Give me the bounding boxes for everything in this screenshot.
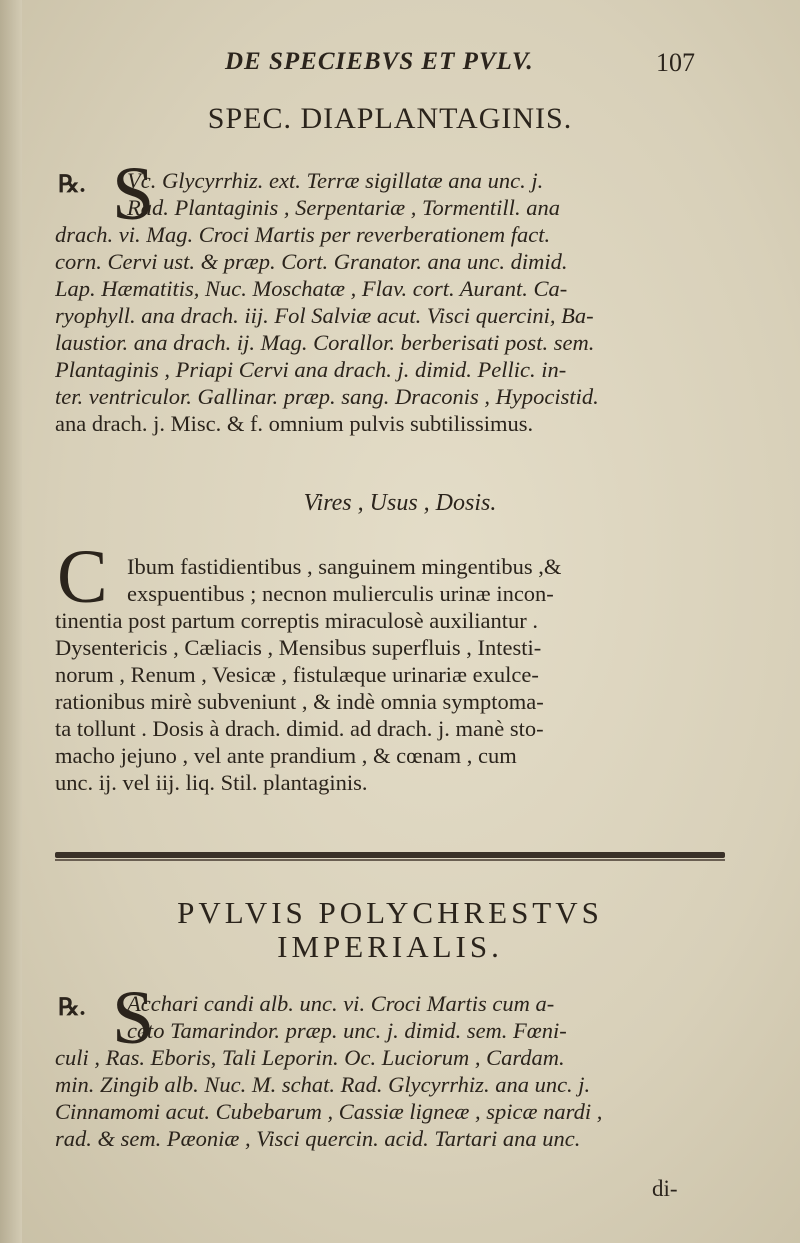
recipe-text-pulvis xyxy=(55,990,723,1152)
section-divider-rule xyxy=(55,852,725,858)
text-line: macho jejuno , vel ante prandium , & cœnam , cum xyxy=(55,743,517,768)
text-line: rationibus mirè subveniunt , & indè omnia symptoma- xyxy=(55,689,544,714)
text-line: Acchari candi alb. unc. vi. Croci Martis cum a- xyxy=(127,991,555,1016)
text-line: rad. & sem. Pæoniæ , Visci quercin. acid. Tartari ana unc. xyxy=(55,1126,581,1151)
text-line: laustior. ana drach. ij. Mag. Corallor. berberisati post. sem. xyxy=(55,330,595,355)
page-gutter xyxy=(0,0,22,1243)
text-line: min. Zingib alb. Nuc. M. schat. Rad. Glycyrrhiz. ana unc. j. xyxy=(55,1072,591,1097)
text-line: unc. ij. vel iij. liq. Stil. plantaginis. xyxy=(55,770,368,795)
dropcap-s: S xyxy=(112,976,155,1060)
text-line: exspuentibus ; necnon mulierculis urinæ incon- xyxy=(127,581,554,606)
text-line: Rad. Plantaginis , Serpentariæ , Tormentill. ana xyxy=(127,195,560,220)
catchword: di- xyxy=(652,1176,678,1201)
text-line: ana drach. j. Misc. & f. omnium pulvis subtilissimus. xyxy=(55,411,534,436)
text-line: Vc. Glycyrrhiz. ext. Terræ sigillatæ ana unc. j. xyxy=(127,168,544,193)
running-head xyxy=(225,48,695,82)
body-text-vires xyxy=(55,553,723,796)
subheading-vires: Vires , Usus , Dosis. xyxy=(303,490,497,516)
text-line: Ibum fastidientibus , sanguinem mingentibus ,& xyxy=(127,554,562,579)
text-line: ta tollunt . Dosis à drach. dimid. ad drach. j. manè sto- xyxy=(55,716,544,741)
dropcap-s: S xyxy=(112,152,155,236)
text-line: Lap. Hæmatitis, Nuc. Moschatæ , Flav. cort. Aurant. Ca- xyxy=(55,276,568,301)
text-line: culi , Ras. Eboris, Tali Leporin. Oc. Luciorum , Cardam. xyxy=(55,1045,565,1070)
text-line: Plantaginis , Priapi Cervi ana drach. j. dimid. Pellic. in- xyxy=(55,357,567,382)
running-head-title: DE SPECIEBVS ET PVLV. xyxy=(225,48,534,75)
text-line: corn. Cervi ust. & præp. Cort. Granator. ana unc. dimid. xyxy=(55,249,568,274)
section-heading-diaplantaginis: SPEC. DIAPLANTAGINIS. xyxy=(207,102,573,135)
section-heading-pulvis xyxy=(80,896,700,964)
text-line: Dysentericis , Cæliacis , Mensibus superfluis , Intesti- xyxy=(55,635,542,660)
text-line: drach. vi. Mag. Croci Martis per reverberationem fact. xyxy=(55,222,551,247)
text-line: tinentia post partum correptis miraculosè auxiliantur . xyxy=(55,608,538,633)
heading-line: PVLVIS POLYCHRESTVS xyxy=(177,895,603,930)
text-line: ter. ventriculor. Gallinar. præp. sang. Draconis , Hypocistid. xyxy=(55,384,599,409)
text-line: norum , Renum , Vesicæ , fistulæque urinariæ exulce- xyxy=(55,662,539,687)
section-divider-rule-thin xyxy=(55,859,725,861)
recipe-mark: ℞. xyxy=(58,995,86,1021)
heading-line: IMPERIALIS. xyxy=(277,929,503,964)
text-line: ceto Tamarindor. præp. unc. j. dimid. sem. Fœni- xyxy=(127,1018,567,1043)
dropcap-c: C xyxy=(57,535,108,619)
recipe-text-diaplantaginis xyxy=(55,167,723,437)
page-number: 107 xyxy=(656,48,695,77)
text-line: ryophyll. ana drach. iij. Fol Salviæ acut. Visci quercini, Ba- xyxy=(55,303,594,328)
text-line: Cinnamomi acut. Cubebarum , Cassiæ ligneæ , spicæ nardi , xyxy=(55,1099,603,1124)
recipe-mark: ℞. xyxy=(58,172,86,198)
